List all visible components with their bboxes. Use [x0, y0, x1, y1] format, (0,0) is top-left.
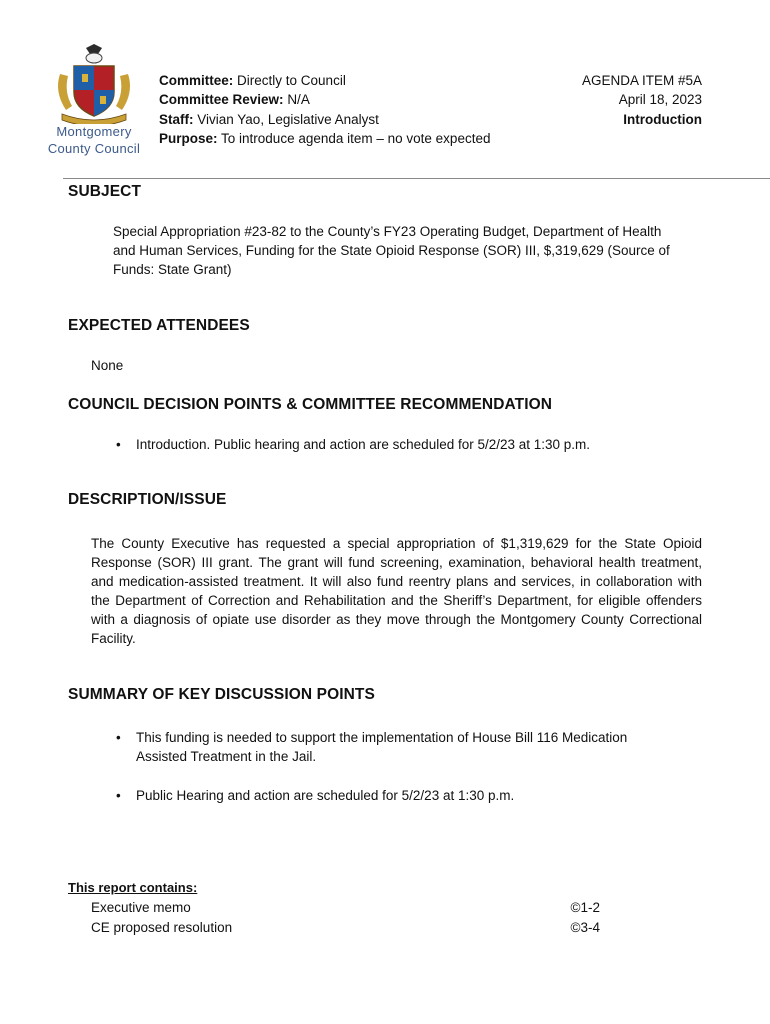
description-text: The County Executive has requested a special appropriation of $1,319,629 for the State Opioid Response (SOR) III grant. The grant will fund screening, examination, behavioral health treatment, and medication-assisted treatment. It will also fund reentry plans and services, in collaboration with the Department of Correction and Rehabilitation and the Sheriff’s Department, for eligible offenders with a diagnosis of opiate use disorder as they move through the Montgomery County Correctional Facility.: [91, 536, 702, 646]
agenda-date: April 18, 2023: [618, 92, 702, 108]
staff-value: Vivian Yao, Legislative Analyst: [197, 111, 379, 127]
committee-row: [159, 71, 490, 90]
purpose-label: Purpose:: [159, 130, 218, 146]
contains-row: [91, 898, 600, 918]
logo-text-line1: Montgomery: [56, 124, 132, 139]
summary-heading: SUMMARY OF KEY DISCUSSION POINTS: [68, 686, 375, 703]
agenda-info: [582, 71, 702, 129]
staff-row: [159, 110, 490, 129]
decision-bullet: • Introduction. Public hearing and action are scheduled for 5/2/23 at 1:30 p.m.: [116, 435, 676, 454]
agenda-type: Introduction: [623, 111, 702, 127]
header-divider: [63, 178, 770, 179]
committee-info: [159, 71, 490, 148]
contains-title: This report contains:: [68, 880, 198, 895]
staff-label: Staff:: [159, 111, 194, 127]
review-value: N/A: [287, 92, 310, 108]
committee-label: Committee:: [159, 73, 234, 88]
review-row: [159, 90, 490, 109]
description-heading: DESCRIPTION/ISSUE: [68, 491, 227, 508]
purpose-value: To introduce agenda item – no vote expected: [221, 130, 491, 146]
contains-page: ©3-4: [570, 919, 600, 935]
contains-list: [91, 898, 600, 937]
subject-heading: SUBJECT: [68, 183, 142, 200]
attendees-heading: EXPECTED ATTENDEES: [68, 317, 250, 334]
contains-label: Executive memo: [91, 900, 191, 915]
contains-label: CE proposed resolution: [91, 919, 233, 935]
decision-heading: COUNCIL DECISION POINTS & COMMITTEE RECOMMENDATION: [68, 396, 553, 413]
purpose-row: [159, 129, 490, 148]
seal-icon: [46, 44, 142, 124]
agenda-item-number: AGENDA ITEM #5A: [581, 73, 702, 88]
contains-row: [91, 918, 600, 938]
summary-bullet-2: • Public Hearing and action are scheduled for 5/2/23 at 1:30 p.m.: [116, 786, 676, 805]
logo-wordmark: [44, 123, 144, 157]
summary-list: [116, 728, 676, 805]
attendees-text: None: [91, 358, 124, 373]
subject-text: Special Appropriation #23-82 to the County’s FY23 Operating Budget, Department of Health and Human Services, Funding for the State Opioid Response (SOR) III, $,319,629 (Source of Funds: State Grant): [113, 224, 670, 277]
summary-bullet-1: • This funding is needed to support the implementation of House Bill 116 Medication Assisted Treatment in the Jail.: [116, 728, 676, 766]
contains-page: ©1-2: [570, 900, 600, 915]
decision-list: [116, 435, 676, 454]
logo-text-line2: County Council: [47, 141, 141, 156]
review-label: Committee Review:: [159, 92, 284, 108]
committee-value: Directly to Council: [237, 73, 346, 88]
